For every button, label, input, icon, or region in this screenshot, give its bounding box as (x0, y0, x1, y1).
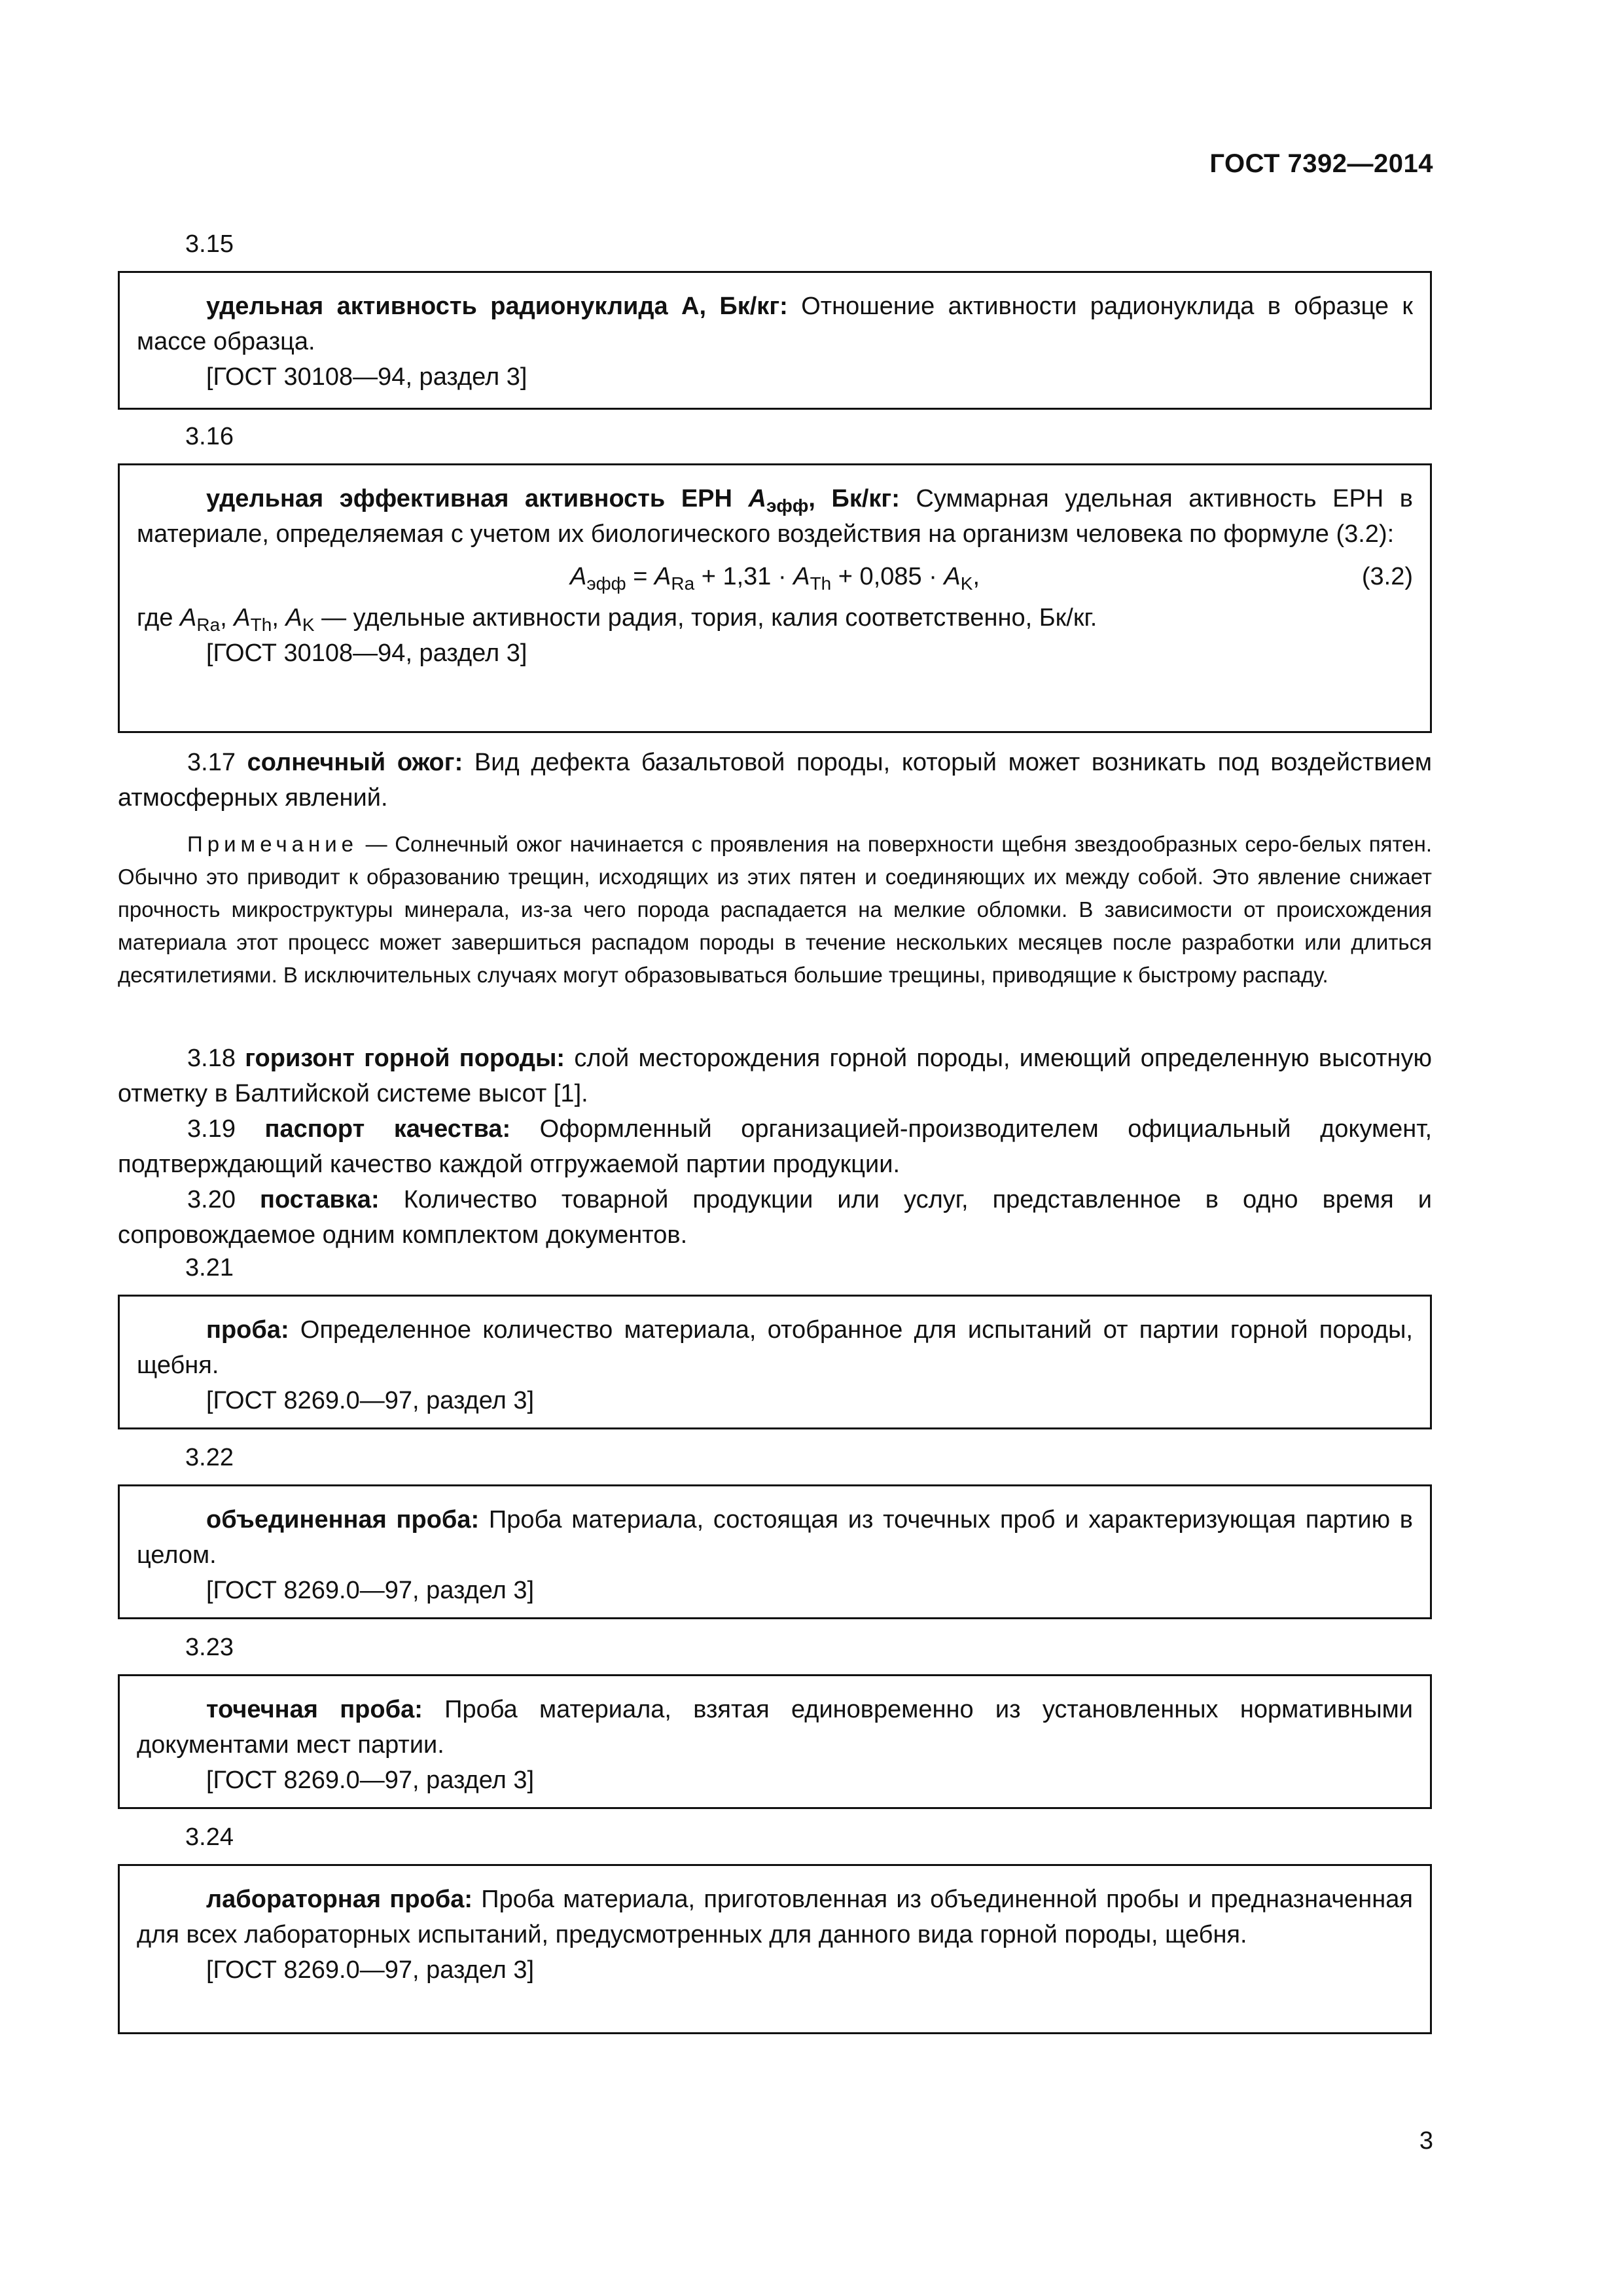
clause-number: 3.22 (185, 1444, 234, 1471)
clause-paragraph: 3.17 солнечный ожог: Вид дефекта базальтовой породы, который может возникать под воздействием атмосферных явлений. (118, 749, 1432, 812)
clause-number: 3.15 (185, 230, 234, 258)
term-box (118, 1864, 1432, 2034)
formula-expression: $A_{эфф} = A_{Ra} + 1,31 \cdot A_{Th} + 0,085 \cdot A_K$, (569, 563, 980, 594)
term-name: паспорт качества: (264, 1115, 511, 1143)
term-name: поставка: (260, 1186, 380, 1213)
term-definition: лабораторная проба: Проба материала, приготовленная из объединенной пробы и предназначенная для всех лабораторных испытаний, предусмотренных для данного вида горной породы, щебня. (137, 1886, 1413, 1948)
term-box (118, 1295, 1432, 1429)
document-header: ГОСТ 7392—2014 (1209, 149, 1433, 178)
clause-paragraph: 3.18 горизонт горной породы: слой месторождения горной породы, имеющий определенную высотную отметку в Балтийской системе высот [1]. 3.19 паспорт качества: Оформленный организацией-производителем официальный документ, подтверждающий качество каждой отгружаемой партии продукции. 3.20 поставка: Количество товарной продукции или услуг, представленное в одно время и сопровождаемое одним комплектом документов. (118, 1045, 1433, 1249)
term-definition: удельная активность радионуклида А, Бк/кг: Отношение активности радионуклида в образце к массе образца. (137, 293, 1414, 355)
term-name: проба: (206, 1316, 289, 1344)
page-number: 3 (1419, 2127, 1433, 2155)
term-definition: точечная проба: Проба материала, взятая единовременно из установленных нормативными документами мест партии. (137, 1696, 1413, 1759)
term-source: [ГОСТ 8269.0—97, раздел 3] (206, 1387, 535, 1414)
term-box (118, 271, 1432, 410)
term-source: [ГОСТ 8269.0—97, раздел 3] (206, 1577, 535, 1604)
term-definition: объединенная проба: Проба материала, состоящая из точечных проб и характеризующая партию в целом. (137, 1506, 1413, 1569)
formula-number: (3.2) (1361, 563, 1413, 590)
note: Примечание — Солнечный ожог начинается с проявления на поверхности щебня звездообразных серо-белых пятен. Обычно это приводит к образованию трещин, исходящих из этих пятен и соединяющих их между собой. Это явление снижает прочность микроструктуры минерала, из-за чего порода распадается на мелкие обломки. В зависимости от происхождения материала этот процесс может завершиться распадом породы в течение нескольких месяцев после разработки или длиться десятилетиями. В исключительных случаях могут образовываться большие трещины, приводящие к быстрому распаду. (118, 832, 1432, 987)
term-name: объединенная проба: (206, 1506, 480, 1534)
term-box (118, 1484, 1432, 1619)
term-box (118, 463, 1432, 733)
note-label: Примечание (187, 832, 359, 856)
term-name: лабораторная проба: (206, 1886, 473, 1913)
formula-where: где $A_{Ra}$, $A_{Th}$, $A_K$ — удельные активности радия, тория, калия соответственно, Бк/кг. (137, 604, 1097, 635)
term-source: [ГОСТ 8269.0—97, раздел 3] (206, 1956, 535, 1984)
clause-number: 3.23 (185, 1634, 234, 1661)
term-name: удельная эффективная активность ЕРН $A_{эфф}$, Бк/кг: (206, 485, 900, 516)
term-name: солнечный ожог: (247, 749, 463, 776)
clause-number: 3.16 (185, 423, 234, 450)
term-box (118, 1674, 1432, 1809)
term-name: горизонт горной породы: (245, 1045, 565, 1072)
term-name: точечная проба: (206, 1696, 423, 1723)
term-definition: удельная эффективная активность ЕРН $A_{эфф}$, Бк/кг: Суммарная удельная активность ЕРН в материале, определяемая с учетом их биологического воздействия на организм человека по формуле (3.2): (137, 485, 1413, 548)
term-source: [ГОСТ 8269.0—97, раздел 3] (206, 1767, 535, 1794)
term-name: удельная активность радионуклида А, Бк/кг: (206, 293, 788, 320)
term-definition: проба: Определенное количество материала, отобранное для испытаний от партии горной породы, щебня. (137, 1316, 1413, 1379)
clause-number: 3.24 (185, 1823, 234, 1851)
term-source: [ГОСТ 30108—94, раздел 3] (206, 363, 527, 391)
clause-number: 3.21 (185, 1254, 234, 1282)
formula (137, 557, 1413, 596)
term-source: [ГОСТ 30108—94, раздел 3] (206, 639, 527, 667)
